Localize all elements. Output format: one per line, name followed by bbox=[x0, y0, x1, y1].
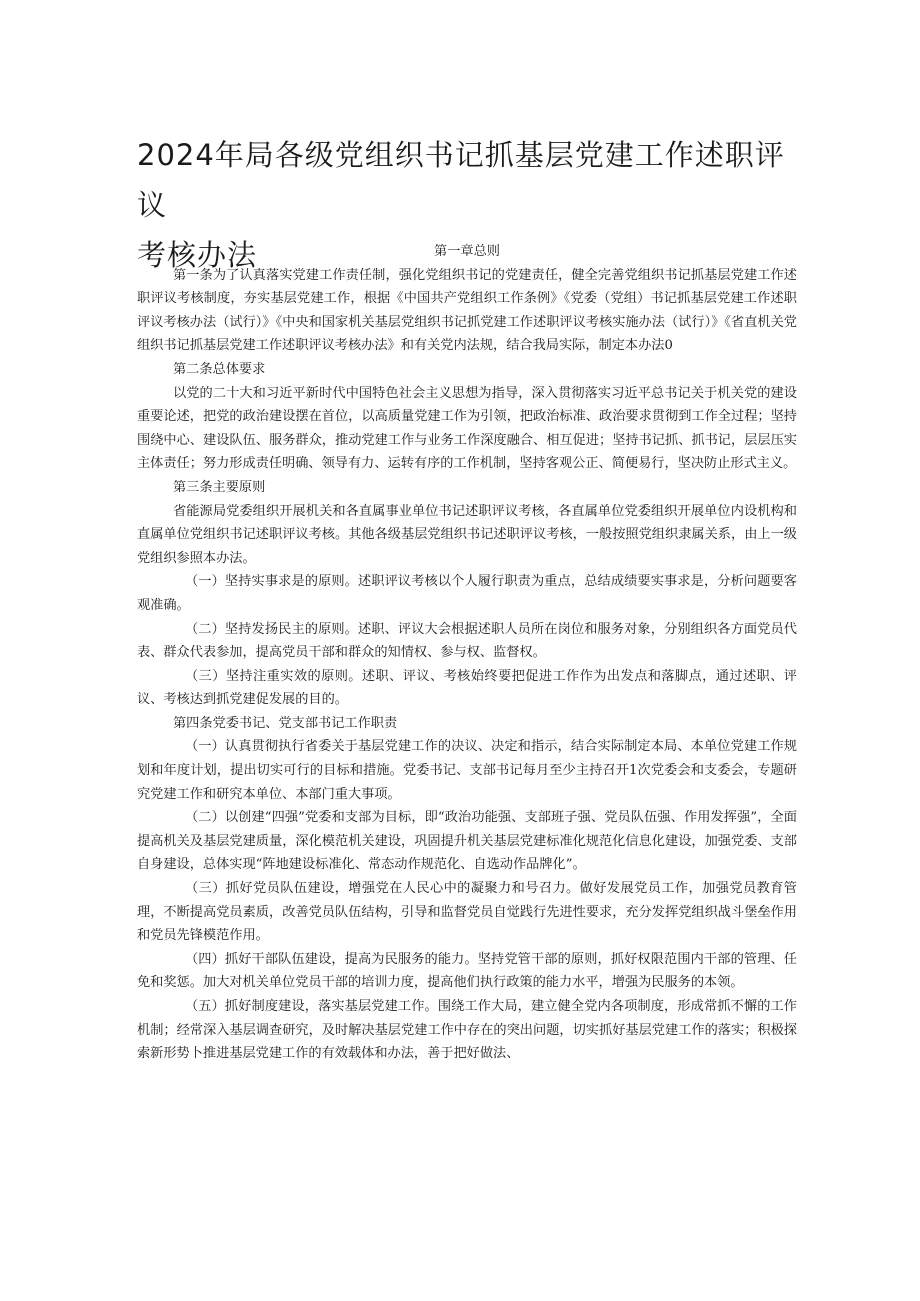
article-4-heading: 第四条党委书记、党支部书记工作职责 bbox=[173, 715, 398, 731]
duty-4: （四）抓好干部队伍建设，提高为民服务的能力。坚持党管干部的原则，抓好权限范围内干部的管理、任免和奖惩。加大对机关单位党员干部的培训力度，提高他们执行政策的能力水平，增强为民服务的本领。 bbox=[137, 951, 797, 991]
duty-3: （三）抓好党员队伍建设，增强党在人民心中的凝聚力和号召力。做好发展党员工作，加强党员教育管理，不断提高党员素质，改善党员队伍结构，引导和监督党员自觉践行先进性要求，充分发挥党组织战斗堡垒作用和党员先锋模范作用。 bbox=[137, 881, 797, 944]
duty-1: （一）认真贯彻执行省委关于基层党建工作的决议、决定和指示，结合实际制定本局、本单位党建工作规划和年度计划，提出切实可行的目标和措施。党委书记、支部书记每月至少主持召开1次党委会和支委会，专题研究党建工作和研究本单位、本部门重大事项。 bbox=[137, 739, 797, 802]
article-1: 第一条为了认真落实党建工作责任制，强化党组织书记的党建责任，健全完善党组织书记抓基层党建工作述职评议考核制度，夯实基层党建工作，根据《中国共产党组织工作条例》《党委（党组）书记抓基层党建工作述职评议考核办法（试行）》《中央和国家机关基层党组织书记抓党建工作述职评议考核实施办法（试行）》《省直机关党组织书记抓基层党建工作述职评议考核办法》和有关党内法规，结合我局实际，制定本办法0 bbox=[137, 267, 797, 354]
title-line-2: 考核办法 bbox=[137, 238, 258, 272]
article-3-heading: 第三条主要原则 bbox=[173, 479, 266, 495]
article-3-body: 省能源局党委组织开展机关和各直属事业单位书记述职评议考核，各直属单位党委组织开展单位内设机构和直属单位党组织书记述职评议考核。其他各级基层党组织书记述职评议考核，一般按照党组织隶属关系，由上一级党组织参照本办法。 bbox=[137, 503, 797, 566]
principle-3: （三）坚持注重实效的原则。述职、评议、考核始终要把促进工作作为出发点和落脚点，通过述职、评议、考核达到抓党建促发展的目的。 bbox=[137, 668, 797, 708]
duty-5: （五）抓好制度建设，落实基层党建工作。围绕工作大局，建立健全党内各项制度，形成常抓不懈的工作机制；经常深入基层调查研究，及时解决基层党建工作中存在的突出问题，切实抓好基层党建工作的落实；积极探索新形势卜推进基层党建工作的有效载体和办法，善于把好做法、 bbox=[137, 999, 797, 1062]
article-2-body: 以党的二十大和习近平新时代中国特色社会主义思想为指导，深入贯彻落实习近平总书记关于机关党的建设重要论述，把党的政治建设摆在首位，以高质量党建工作为引领，把政治标准、政治要求贯彻到工作全过程；坚持围绕中心、建设队伍、服务群众，推动党建工作与业务工作深度融合、相互促进；坚持书记抓、抓书记，层层压实主体责任；努力形成责任明确、领导有力、运转有序的工作机制，坚持客观公正、简便易行，坚决防止形式主义。 bbox=[137, 385, 797, 472]
chapter-heading: 第一章总则 bbox=[434, 244, 500, 259]
principle-2: （二）坚持发扬民主的原则。述职、评议大会根据述职人员所在岗位和服务对象，分别组织各方面党员代表、群众代表参加，提高党员干部和群众的知情权、参与权、监督权。 bbox=[137, 621, 797, 661]
document-body bbox=[137, 240, 797, 1066]
principle-1: （一）坚持实事求是的原则。述职评议考核以个人履行职责为重点，总结成绩要实事求是，分析问题要客观准确。 bbox=[137, 574, 797, 613]
duty-2: （二）以创建“四强”党委和支部为目标，即“政治功能强、支部班子强、党员队伍强、作用发挥强”，全面提高机关及基层党建质量，深化模范机关建设，巩固提升机关基层党建标准化规范化信息化建设，加强党委、支部自身建设，总体实现“阵地建设标准化、常态动作规范化、自选动作品牌化”。 bbox=[137, 810, 797, 873]
article-2-heading: 第二条总体要求 bbox=[173, 361, 266, 377]
title-line-1: 2024年局各级党组织书记抓基层党建工作述职评议 bbox=[137, 138, 785, 222]
